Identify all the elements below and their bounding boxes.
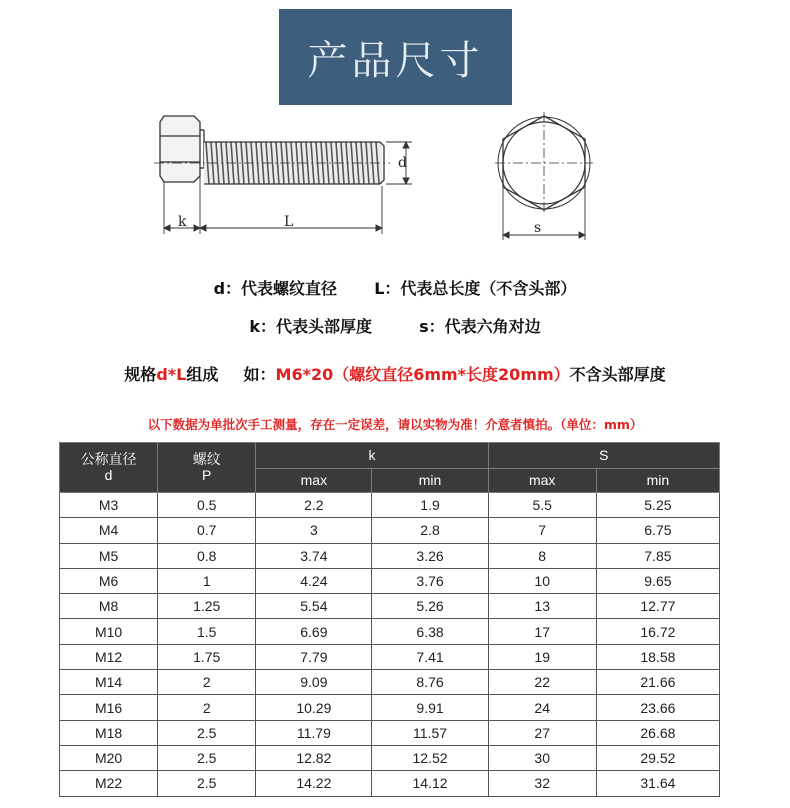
table-row	[60, 720, 720, 745]
legend-k: k：代表头部厚度	[249, 317, 372, 336]
cell-s-min: 26.68	[596, 720, 719, 745]
L-dimension-label: L	[284, 214, 294, 230]
cell-s-max: 8	[488, 543, 596, 568]
cell-s-min: 29.52	[596, 745, 719, 770]
cell-pitch: 1	[158, 568, 256, 593]
cell-s-max: 13	[488, 594, 596, 619]
header-pitch: 螺纹 P	[158, 443, 256, 493]
cell-k-min: 8.76	[372, 670, 488, 695]
cell-k-max: 3.74	[256, 543, 372, 568]
cell-k-min: 3.26	[372, 543, 488, 568]
header-k-min: min	[372, 469, 488, 493]
spec-format-line	[0, 362, 790, 385]
table-row	[60, 670, 720, 695]
table-body	[60, 493, 720, 797]
spec-formula: d*L	[156, 365, 187, 384]
cell-k-max: 5.54	[256, 594, 372, 619]
top-view-centerlines	[495, 112, 593, 214]
cell-pitch: 1.5	[158, 619, 256, 644]
cell-s-min: 18.58	[596, 644, 719, 669]
cell-s-min: 12.77	[596, 594, 719, 619]
cell-s-min: 5.25	[596, 493, 719, 518]
cell-k-max: 12.82	[256, 745, 372, 770]
header-k-max: max	[256, 469, 372, 493]
cell-pitch: 0.5	[158, 493, 256, 518]
table-row	[60, 594, 720, 619]
table-row	[60, 619, 720, 644]
cell-nominal-diameter: M6	[60, 568, 158, 593]
spec-suffix: 组成	[186, 365, 219, 384]
header-k: k	[256, 443, 488, 469]
cell-pitch: 1.25	[158, 594, 256, 619]
cell-nominal-diameter: M8	[60, 594, 158, 619]
cell-k-min: 2.8	[372, 518, 488, 543]
cell-k-min: 6.38	[372, 619, 488, 644]
spec-prefix: 规格	[124, 365, 157, 384]
cell-k-max: 6.69	[256, 619, 372, 644]
table-row	[60, 644, 720, 669]
s-dimension-label: s	[534, 220, 542, 236]
table-row	[60, 543, 720, 568]
size-spec-table	[59, 442, 720, 797]
cell-pitch: 2	[158, 695, 256, 720]
spec-tail: 不含头部厚度	[569, 365, 666, 384]
page-title: 产品尺寸	[279, 9, 512, 105]
cell-s-max: 17	[488, 619, 596, 644]
cell-nominal-diameter: M4	[60, 518, 158, 543]
cell-k-min: 9.91	[372, 695, 488, 720]
cell-s-max: 5.5	[488, 493, 596, 518]
cell-k-min: 3.76	[372, 568, 488, 593]
cell-k-max: 2.2	[256, 493, 372, 518]
cell-k-max: 14.22	[256, 771, 372, 796]
cell-s-max: 30	[488, 745, 596, 770]
cell-k-max: 10.29	[256, 695, 372, 720]
cell-k-min: 7.41	[372, 644, 488, 669]
cell-k-max: 9.09	[256, 670, 372, 695]
cell-s-min: 16.72	[596, 619, 719, 644]
cell-k-max: 7.79	[256, 644, 372, 669]
table-row	[60, 771, 720, 796]
cell-s-min: 7.85	[596, 543, 719, 568]
legend-s: s：代表六角对边	[419, 317, 541, 336]
cell-k-min: 1.9	[372, 493, 488, 518]
cell-s-min: 23.66	[596, 695, 719, 720]
cell-k-min: 12.52	[372, 745, 488, 770]
table-row	[60, 518, 720, 543]
table-row	[60, 493, 720, 518]
cell-nominal-diameter: M5	[60, 543, 158, 568]
cell-nominal-diameter: M10	[60, 619, 158, 644]
table-row	[60, 568, 720, 593]
cell-k-min: 5.26	[372, 594, 488, 619]
cell-s-min: 31.64	[596, 771, 719, 796]
table-row	[60, 745, 720, 770]
cell-s-max: 19	[488, 644, 596, 669]
k-dimension-label: k	[178, 214, 187, 230]
cell-nominal-diameter: M14	[60, 670, 158, 695]
cell-k-max: 4.24	[256, 568, 372, 593]
table-row	[60, 695, 720, 720]
cell-nominal-diameter: M18	[60, 720, 158, 745]
bolt-side-view	[160, 116, 384, 184]
header-s-max: max	[488, 469, 596, 493]
cell-k-min: 14.12	[372, 771, 488, 796]
cell-s-max: 24	[488, 695, 596, 720]
cell-pitch: 2.5	[158, 745, 256, 770]
cell-s-max: 7	[488, 518, 596, 543]
cell-k-max: 11.79	[256, 720, 372, 745]
cell-k-min: 11.57	[372, 720, 488, 745]
cell-pitch: 2	[158, 670, 256, 695]
d-dimension-label: d	[398, 155, 407, 171]
cell-s-min: 21.66	[596, 670, 719, 695]
cell-s-max: 32	[488, 771, 596, 796]
cell-s-min: 9.65	[596, 568, 719, 593]
header-nominal-diameter: 公称直径 d	[60, 443, 158, 493]
spec-example-label: 如：	[243, 365, 276, 384]
cell-nominal-diameter: M22	[60, 771, 158, 796]
cell-pitch: 1.75	[158, 644, 256, 669]
cell-s-min: 6.75	[596, 518, 719, 543]
cell-pitch: 2.5	[158, 720, 256, 745]
legend-row-2	[0, 314, 790, 337]
cell-s-max: 10	[488, 568, 596, 593]
cell-nominal-diameter: M12	[60, 644, 158, 669]
bolt-dimension-diagram	[150, 108, 600, 248]
cell-nominal-diameter: M16	[60, 695, 158, 720]
cell-k-max: 3	[256, 518, 372, 543]
header-s: S	[488, 443, 719, 469]
measurement-note: 以下数据为单批次手工测量，存在一定误差，请以实物为准！介意者慎拍。（单位：mm）	[147, 417, 643, 432]
cell-nominal-diameter: M20	[60, 745, 158, 770]
header-s-min: min	[596, 469, 719, 493]
legend-d: d：代表螺纹直径	[213, 279, 338, 298]
cell-s-max: 22	[488, 670, 596, 695]
spec-example: M6*20（螺纹直径6mm*长度20mm）	[275, 365, 570, 384]
cell-pitch: 0.8	[158, 543, 256, 568]
cell-pitch: 0.7	[158, 518, 256, 543]
cell-nominal-diameter: M3	[60, 493, 158, 518]
cell-s-max: 27	[488, 720, 596, 745]
legend-row-1	[0, 276, 790, 299]
legend-L: L：代表总长度（不含头部）	[374, 279, 577, 298]
cell-pitch: 2.5	[158, 771, 256, 796]
